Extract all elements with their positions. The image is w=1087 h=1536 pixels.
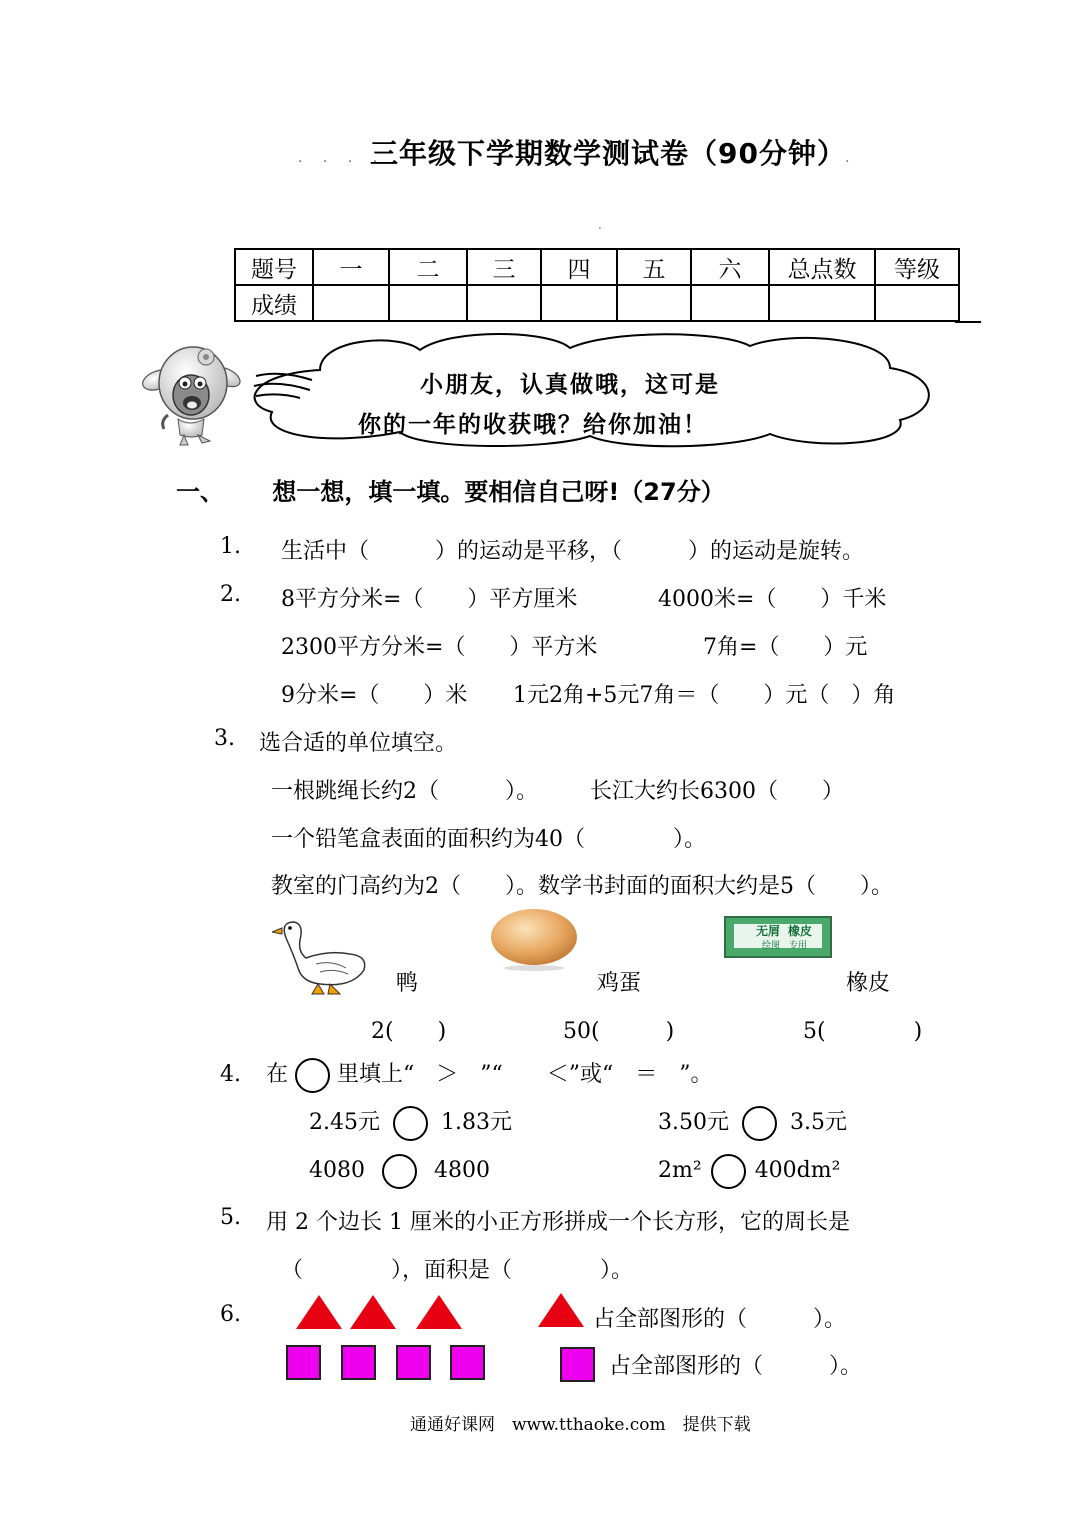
square-icon (450, 1345, 485, 1380)
eraser-sublabel: 绘图 专用 (762, 941, 808, 951)
question-suffix: 里填上“ ＞ ”“ ＜”或“ ＝ ”。 (337, 1062, 713, 1087)
question-line: （ ），面积是（ ）。 (281, 1258, 634, 1283)
compare-item (658, 1104, 847, 1142)
question-line: 教室的门高约为2（ ）。数学书封面的面积大约是5（ ）。 (271, 874, 893, 899)
section-heading (176, 472, 725, 507)
eraser-label: 橡皮 (788, 924, 813, 938)
cloud-text-line1: 小朋友，认真做哦，这可是 (420, 372, 720, 398)
item-blank: 5( ) (803, 1019, 923, 1044)
compare-item (658, 1152, 840, 1190)
item-label: 鸡蛋 (597, 971, 642, 996)
compare-right: 3.5元 (790, 1110, 847, 1135)
egg-icon (488, 906, 580, 972)
table-cell: 总点数 (769, 249, 875, 285)
question-line: 占全部图形的（ ）。 (609, 1354, 863, 1379)
title-dots: . . . . (298, 150, 386, 166)
compare-item (309, 1152, 490, 1190)
eraser-icon (724, 916, 832, 958)
score-cell[interactable] (541, 285, 617, 321)
score-cell[interactable] (691, 285, 769, 321)
compare-circle[interactable] (393, 1106, 428, 1141)
question-line: 8平方分米=（ ）平方厘米 (281, 587, 578, 612)
item-blank: 2( ) (371, 1019, 447, 1044)
table-cell: 题号 (235, 249, 313, 285)
question-line: 长江大约长6300（ ） (590, 779, 844, 804)
question-line: 7角=（ ）元 (703, 635, 868, 660)
score-cell[interactable] (875, 285, 959, 321)
circle-icon (295, 1058, 330, 1093)
item-label: 橡皮 (846, 971, 891, 996)
square-icon (560, 1347, 595, 1382)
compare-left: 2.45元 (309, 1110, 380, 1135)
compare-left: 3.50元 (658, 1110, 729, 1135)
title-dot: . (845, 150, 850, 166)
table-underline (955, 321, 981, 323)
item-blank: 50( ) (563, 1019, 675, 1044)
footer-text: 通通好课网 www.tthaoke.com 提供下载 (410, 1415, 751, 1435)
compare-left: 2m² (658, 1158, 702, 1183)
question-line: 9分米=（ ）米 (281, 683, 468, 708)
table-cell: 六 (691, 249, 769, 285)
score-cell[interactable] (467, 285, 541, 321)
question-text (266, 1056, 713, 1094)
question-line: 用 2 个边长 1 厘米的小正方形拼成一个长方形，它的周长是 (266, 1210, 850, 1235)
score-cell[interactable] (389, 285, 467, 321)
item-label: 鸭 (396, 971, 419, 996)
question-text: 生活中（ ）的运动是平移，（ ）的运动是旋转。 (281, 539, 865, 564)
triangle-icon (296, 1295, 342, 1329)
question-number: 1. (220, 534, 241, 559)
table-cell: 一 (313, 249, 389, 285)
compare-left: 4080 (309, 1158, 365, 1183)
triangle-icon (538, 1293, 584, 1327)
table-cell: 二 (389, 249, 467, 285)
score-cell[interactable] (617, 285, 691, 321)
eraser-label: 无屑 (756, 924, 781, 938)
dot: . (598, 218, 602, 232)
compare-circle[interactable] (742, 1106, 777, 1141)
triangle-icon (350, 1295, 396, 1329)
sheep-mascot-icon (138, 335, 248, 447)
duck-icon (272, 916, 368, 996)
question-prefix: 在 (266, 1062, 289, 1087)
question-number: 2. (220, 582, 241, 607)
table-cell: 四 (541, 249, 617, 285)
compare-right: 4800 (434, 1158, 490, 1183)
compare-circle[interactable] (382, 1154, 417, 1189)
score-table (234, 248, 960, 322)
section-title: 想一想，填一填。要相信自己呀!（27分） (272, 478, 725, 506)
question-line: 1元2角+5元7角＝（ ）元（ ）角 (513, 683, 896, 708)
page-title: 三年级下学期数学测试卷（90分钟） (370, 137, 846, 170)
question-text: 选合适的单位填空。 (259, 731, 458, 756)
compare-right: 400dm² (754, 1158, 841, 1183)
question-number: 3. (214, 726, 235, 751)
compare-item (309, 1104, 512, 1142)
score-cell[interactable] (769, 285, 875, 321)
cloud-text-line2: 你的一年的收获哦？给你加油！ (358, 412, 708, 438)
table-cell: 成绩 (235, 285, 313, 321)
question-number: 5. (220, 1205, 241, 1230)
table-cell: 三 (467, 249, 541, 285)
question-line: 4000米=（ ）千米 (658, 587, 887, 612)
question-line: 2300平方分米=（ ）平方米 (281, 635, 598, 660)
section-number: 一、 (176, 478, 224, 506)
compare-circle[interactable] (711, 1154, 746, 1189)
compare-right: 1.83元 (441, 1110, 512, 1135)
question-number: 6. (220, 1302, 241, 1327)
table-cell: 五 (617, 249, 691, 285)
score-table-score-row (235, 285, 959, 321)
square-icon (396, 1345, 431, 1380)
question-line: 占全部图形的（ ）。 (593, 1307, 847, 1332)
score-cell[interactable] (313, 285, 389, 321)
triangle-icon (416, 1295, 462, 1329)
score-table-header-row (235, 249, 959, 285)
question-line: 一个铅笔盒表面的面积约为40（ ）。 (271, 827, 706, 852)
question-line: 一根跳绳长约2（ ）。 (271, 779, 538, 804)
square-icon (286, 1345, 321, 1380)
square-icon (341, 1345, 376, 1380)
table-cell: 等级 (875, 249, 959, 285)
question-number: 4. (220, 1062, 241, 1087)
